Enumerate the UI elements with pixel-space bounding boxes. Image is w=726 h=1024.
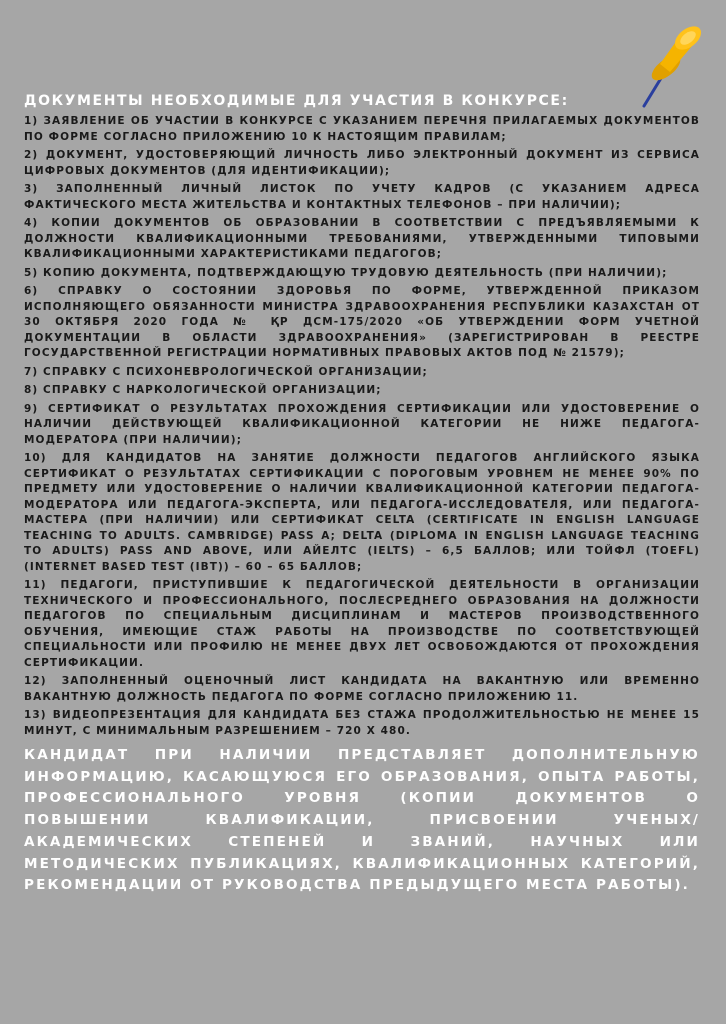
- list-item: 12) ЗАПОЛНЕННЫЙ ОЦЕНОЧНЫЙ ЛИСТ КАНДИДАТА НА ВАКАНТНУЮ ИЛИ ВРЕМЕННО ВАКАНТНУЮ ДОЛЖНОСТЬ ПЕДАГОГА ПО ФОРМЕ СОГЛАСНО ПРИЛОЖЕНИЮ 11.: [24, 675, 700, 703]
- closing-paragraph: КАНДИДАТ ПРИ НАЛИЧИИ ПРЕДСТАВЛЯЕТ ДОПОЛНИТЕЛЬНУЮ ИНФОРМАЦИЮ, КАСАЮЩУЮСЯ ЕГО ОБРАЗОВАНИЯ, ОПЫТА РАБОТЫ, ПРОФЕССИОНАЛЬНОГО УРОВНЯ (КОПИИ ДОКУМЕНТОВ О ПОВЫШЕНИИ КВАЛИФИКАЦИИ, ПРИСВОЕНИИ УЧЕНЫХ/АКАДЕМИЧЕСКИХ СТЕПЕНЕЙ И ЗВАНИЙ, НАУЧНЫХ ИЛИ МЕТОДИЧЕСКИХ ПУБЛИКАЦИЯХ, КВАЛИФИКАЦИОННЫХ КАТЕГОРИЙ, РЕКОМЕНДАЦИИ ОТ РУКОВОДСТВА ПРЕДЫДУЩЕГО МЕСТА РАБОТЫ).: [24, 747, 700, 894]
- list-item: 7) СПРАВКУ С ПСИХОНЕВРОЛОГИЧЕСКОЙ ОРГАНИЗАЦИИ;: [24, 365, 428, 378]
- list-item: 4) КОПИИ ДОКУМЕНТОВ ОБ ОБРАЗОВАНИИ В СООТВЕТСТВИИ С ПРЕДЪЯВЛЯЕМЫМИ К ДОЛЖНОСТИ КВАЛИФИКАЦИОННЫМИ ТРЕБОВАНИЯМИ, УТВЕРЖДЕННЫМИ ТИПОВЫМИ КВАЛИФИКАЦИОННЫМИ ХАРАКТЕРИСТИКАМИ ПЕДАГОГОВ;: [24, 217, 700, 260]
- list-item: 5) КОПИЮ ДОКУМЕНТА, ПОДТВЕРЖДАЮЩУЮ ТРУДОВУЮ ДЕЯТЕЛЬНОСТЬ (ПРИ НАЛИЧИИ);: [24, 266, 668, 279]
- list-item: 2) ДОКУМЕНТ, УДОСТОВЕРЯЮЩИЙ ЛИЧНОСТЬ ЛИБО ЭЛЕКТРОННЫЙ ДОКУМЕНТ ИЗ СЕРВИСА ЦИФРОВЫХ ДОКУМЕНТОВ (ДЛЯ ИДЕНТИФИКАЦИИ);: [24, 149, 700, 177]
- list-item: 9) СЕРТИФИКАТ О РЕЗУЛЬТАТАХ ПРОХОЖДЕНИЯ СЕРТИФИКАЦИИ ИЛИ УДОСТОВЕРЕНИЕ О НАЛИЧИИ ДЕЙСТВУЮЩЕЙ КВАЛИФИКАЦИОННОЙ КАТЕГОРИИ НЕ НИЖЕ ПЕДАГОГА-МОДЕРАТОРА (ПРИ НАЛИЧИИ);: [24, 402, 700, 446]
- list-item: 6) СПРАВКУ О СОСТОЯНИИ ЗДОРОВЬЯ ПО ФОРМЕ, УТВЕРЖДЕННОЙ ПРИКАЗОМ ИСПОЛНЯЮЩЕГО ОБЯЗАННОСТИ МИНИСТРА ЗДРАВООХРАНЕНИЯ РЕСПУБЛИКИ КАЗАХСТАН ОТ 30 ОКТЯБРЯ 2020 ГОДА № ҚР ДСМ-175/2020 «ОБ УТВЕРЖДЕНИИ ФОРМ УЧЕТНОЙ ДОКУМЕНТАЦИИ В ОБЛАСТИ ЗДРАВООХРАНЕНИЯ» (ЗАРЕГИСТРИРОВАН В РЕЕСТРЕ ГОСУДАРСТВЕННОЙ РЕГИСТРАЦИИ НОРМАТИВНЫХ ПРАВОВЫХ АКТОВ ПОД № 21579);: [24, 285, 700, 359]
- list-item: 3) ЗАПОЛНЕННЫЙ ЛИЧНЫЙ ЛИСТОК ПО УЧЕТУ КАДРОВ (С УКАЗАНИЕМ АДРЕСА ФАКТИЧЕСКОГО МЕСТА ЖИТЕЛЬСТВА И КОНТАКТНЫХ ТЕЛЕФОНОВ – ПРИ НАЛИЧИИ);: [24, 183, 700, 211]
- page-title: ДОКУМЕНТЫ НЕОБХОДИМЫЕ ДЛЯ УЧАСТИЯ В КОНКУРСЕ:: [24, 93, 569, 109]
- list-item: 11) ПЕДАГОГИ, ПРИСТУПИВШИЕ К ПЕДАГОГИЧЕСКОЙ ДЕЯТЕЛЬНОСТИ В ОРГАНИЗАЦИИ ТЕХНИЧЕСКОГО И ПРОФЕССИОНАЛЬНОГО, ПОСЛЕСРЕДНЕГО ОБРАЗОВАНИЯ НА ДОЛЖНОСТИ ПЕДАГОГОВ ПО СПЕЦИАЛЬНЫМ ДИСЦИПЛИНАМ И МАСТЕРОВ ПРОИЗВОДСТВЕННОГО ОБУЧЕНИЯ, ИМЕЮЩИЕ СТАЖ РАБОТЫ НА ПРОИЗВОДСТВЕ ПО СООТВЕТСТВУЮЩЕЙ СПЕЦИАЛЬНОСТИ ИЛИ ПРОФИЛЮ НЕ МЕНЕЕ ДВУХ ЛЕТ ОСВОБОЖДАЮТСЯ ОТ ПРОХОЖДЕНИЯ СЕРТИФИКАЦИИ.: [24, 579, 700, 669]
- document-page: [24, 92, 700, 897]
- list-item: 8) СПРАВКУ С НАРКОЛОГИЧЕСКОЙ ОРГАНИЗАЦИИ;: [24, 384, 382, 396]
- list-item: 10) ДЛЯ КАНДИДАТОВ НА ЗАНЯТИЕ ДОЛЖНОСТИ ПЕДАГОГОВ АНГЛИЙСКОГО ЯЗЫКА СЕРТИФИКАТ О РЕЗУЛЬТАТАХ СЕРТИФИКАЦИИ С ПОРОГОВЫМ УРОВНЕМ НЕ МЕНЕЕ 90% ПО ПРЕДМЕТУ ИЛИ УДОСТОВЕРЕНИЕ О НАЛИЧИИ КВАЛИФИКАЦИОННОЙ КАТЕГОРИИ ПЕДАГОГА-МОДЕРАТОРА ИЛИ ПЕДАГОГА-ЭКСПЕРТА, ИЛИ ПЕДАГОГА-ИССЛЕДОВАТЕЛЯ, ИЛИ ПЕДАГОГА-МАСТЕРА (ПРИ НАЛИЧИИ) ИЛИ СЕРТИФИКАТ CELTA (CERTIFICATE IN ENGLISH LANGUAGE TEACHING TO ADULTS. CAMBRIDGE) PASS A; DELTA (DIPLOMA IN ENGLISH LANGUAGE TEACHING TO ADULTS) PASS AND ABOVE, ИЛИ АЙЕЛТС (IELTS) – 6,5 БАЛЛОВ; ИЛИ ТОЙФЛ (TOEFL) (INTERNET BASED TEST (IBT)) – 60 – 65 БАЛЛОВ;: [24, 452, 700, 573]
- list-item: 1) ЗАЯВЛЕНИЕ ОБ УЧАСТИИ В КОНКУРСЕ С УКАЗАНИЕМ ПЕРЕЧНЯ ПРИЛАГАЕМЫХ ДОКУМЕНТОВ ПО ФОРМЕ СОГЛАСНО ПРИЛОЖЕНИЮ 10 К НАСТОЯЩИМ ПРАВИЛАМ;: [24, 115, 700, 143]
- list-item: 13) ВИДЕОПРЕЗЕНТАЦИЯ ДЛЯ КАНДИДАТА БЕЗ СТАЖА ПРОДОЛЖИТЕЛЬНОСТЬЮ НЕ МЕНЕЕ 15 МИНУТ, С МИНИМАЛЬНЫМ РАЗРЕШЕНИЕМ – 720 X 480.: [24, 709, 700, 737]
- document-list: [24, 114, 700, 739]
